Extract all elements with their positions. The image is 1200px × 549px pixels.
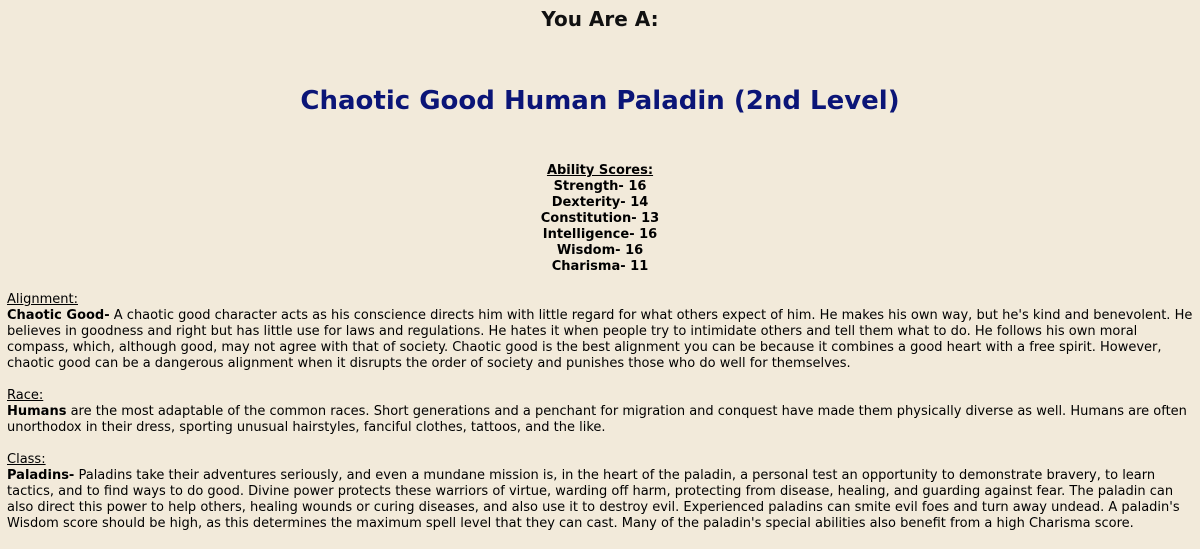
alignment-lead: Chaotic Good- [7, 308, 110, 323]
alignment-text: A chaotic good character acts as his conscience directs him with little regard for what others expect of him. He makes his own way, but he's kind and benevolent. He believes in goodness and right but has little use for laws and regulations. He hates it when people try to intimidate others and tell them what to do. He follows his own moral compass, which, although good, may not agree with that of society. Chaotic good is the best alignment you can be because it combines a good heart with a free spirit. However, chaotic good can be a dangerous alignment when it disrupts the order of society and punishes those who do well for themselves. [7, 308, 1193, 371]
alignment-label: Alignment: [7, 292, 78, 307]
race-section [7, 388, 1193, 436]
you-are-heading: You Are A: [541, 7, 659, 31]
alignment-section [7, 292, 1193, 372]
ability-scores [7, 163, 1193, 275]
class-description [7, 468, 1193, 532]
race-text: are the most adaptable of the common races. Short generations and a penchant for migration and conquest have made them physically diverse as well. Humans are often unorthodox in their dress, sporting unusual hairstyles, fanciful clothes, tattoos, and the like. [7, 404, 1187, 435]
score-charisma: Charisma- 11 [551, 259, 649, 274]
race-description [7, 404, 1193, 436]
score-intelligence: Intelligence- 16 [542, 227, 658, 242]
class-lead: Paladins- [7, 468, 75, 483]
race-lead: Humans [7, 404, 67, 419]
alignment-description [7, 308, 1193, 372]
score-strength: Strength- 16 [553, 179, 647, 194]
result-title: Chaotic Good Human Paladin (2nd Level) [300, 86, 900, 116]
score-constitution: Constitution- 13 [540, 211, 660, 226]
ability-scores-label: Ability Scores: [546, 163, 654, 178]
class-section [7, 452, 1193, 532]
score-dexterity: Dexterity- 14 [551, 195, 649, 210]
class-label: Class: [7, 452, 46, 467]
class-text: Paladins take their adventures seriously, and even a mundane mission is, in the heart of the paladin, a personal test an opportunity to demonstrate bravery, to learn tactics, and to find ways to do good. Divine power protects these warriors of virtue, warding off harm, protecting from disease, healing, and guarding against fear. The paladin can also direct this power to help others, healing wounds or curing diseases, and also use it to destroy evil. Experienced paladins can smite evil foes and turn away undead. A paladin's Wisdom score should be high, as this determines the maximum spell level that they can cast. Many of the paladin's special abilities also benefit from a high Charisma score. [7, 468, 1180, 531]
score-wisdom: Wisdom- 16 [556, 243, 644, 258]
race-label: Race: [7, 388, 44, 403]
